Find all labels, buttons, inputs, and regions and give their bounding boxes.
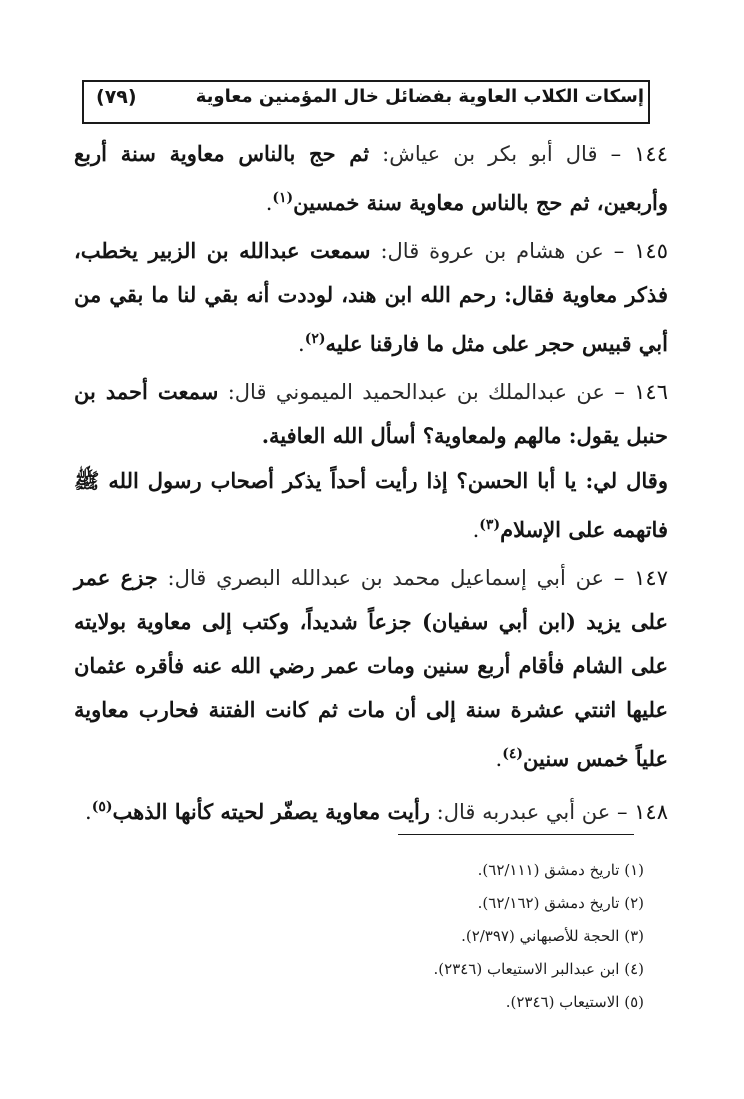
paragraph-end: . xyxy=(298,332,305,356)
footnote-ref: (٤) xyxy=(502,746,523,762)
paragraph-146-continued xyxy=(74,459,668,552)
paragraph-intro: عن هشام بن عروة قال: xyxy=(380,239,604,263)
paragraph-number: ١٤٦ – xyxy=(614,380,668,404)
paragraph-145 xyxy=(74,229,668,366)
paragraph-intro: عن عبدالملك بن عبدالحميد الميموني قال: xyxy=(227,380,605,404)
paragraph-intro: عن أبي إسماعيل محمد بن عبدالله البصري قال: xyxy=(167,566,605,590)
main-text xyxy=(74,132,668,835)
running-header-title: إسكات الكلاب العاوية بفضائل خال المؤمنين معاوية xyxy=(195,86,644,107)
footnote-ref: (٥) xyxy=(91,799,113,815)
paragraph-end: . xyxy=(85,800,92,824)
footnote-2: (٢) تاريخ دمشق (٦٢/١٦٢). xyxy=(477,894,644,912)
paragraph-147 xyxy=(74,556,668,781)
footnote-ref: (٣) xyxy=(479,517,501,533)
paragraph-end: . xyxy=(495,747,503,771)
footnote-ref: (٢) xyxy=(304,331,326,347)
footnote-3: (٣) الحجة للأصبهاني (٢/٣٩٧). xyxy=(461,927,644,945)
paragraph-number: ١٤٧ – xyxy=(613,566,668,590)
page-number: (٧٩) xyxy=(96,86,137,108)
paragraph-number: ١٤٤ – xyxy=(610,142,668,166)
paragraph-148 xyxy=(74,785,668,834)
paragraph-quote: وقال لي: يا أبا الحسن؟ إذا رأيت أحداً يذكر أصحاب رسول الله ﷺ فاتهمه على الإسلام xyxy=(74,468,668,542)
footnote-ref: (١) xyxy=(272,190,294,206)
footnote-divider xyxy=(398,834,634,835)
paragraph-number: ١٤٥ – xyxy=(613,239,668,263)
paragraph-quote: سمعت عبدالله بن الزبير يخطب، فذكر معاوية فقال: رحم الله ابن هند، لوددت أنه بقي لنا ما بقي من أبي قبيس حجر على مثل ما فارقنا عليه xyxy=(74,238,668,356)
paragraph-end: . xyxy=(472,518,480,542)
footnote-1: (١) تاريخ دمشق (٦٢/١١١). xyxy=(477,861,644,879)
paragraph-end: . xyxy=(265,191,273,215)
paragraph-146 xyxy=(74,370,668,458)
paragraph-intro: عن أبي عبدربه قال: xyxy=(436,800,611,824)
paragraph-quote: رأيت معاوية يصفّر لحيته كأنها الذهب xyxy=(112,799,430,824)
paragraph-144 xyxy=(74,132,668,225)
footnote-4: (٤) ابن عبدالبر الاستيعاب (٢٣٤٦). xyxy=(433,960,644,978)
paragraph-quote: جزع عمر على يزيد (ابن أبي سفيان) جزعاً شديداً، وكتب إلى معاوية بولايته على الشام فأقام أربع سنين ومات عمر رضي الله عنه فأقره عثمان عليها اثنتي عشرة سنة إلى أن مات ثم كانت الفتنة فحارب معاوية علياً خمس سنين xyxy=(74,565,668,771)
footnote-5: (٥) الاستيعاب (٢٣٤٦). xyxy=(505,993,644,1011)
paragraph-quote: سمعت أحمد بن حنبل يقول: مالهم ولمعاوية؟ أسأل الله العافية. xyxy=(74,379,668,448)
paragraph-number: ١٤٨ – xyxy=(616,800,668,824)
footnotes xyxy=(434,854,644,1019)
paragraph-intro: قال أبو بكر بن عياش: xyxy=(382,142,598,166)
paragraph-quote: ثم حج بالناس معاوية سنة أربع وأربعين، ثم حج بالناس معاوية سنة خمسين xyxy=(74,141,668,215)
